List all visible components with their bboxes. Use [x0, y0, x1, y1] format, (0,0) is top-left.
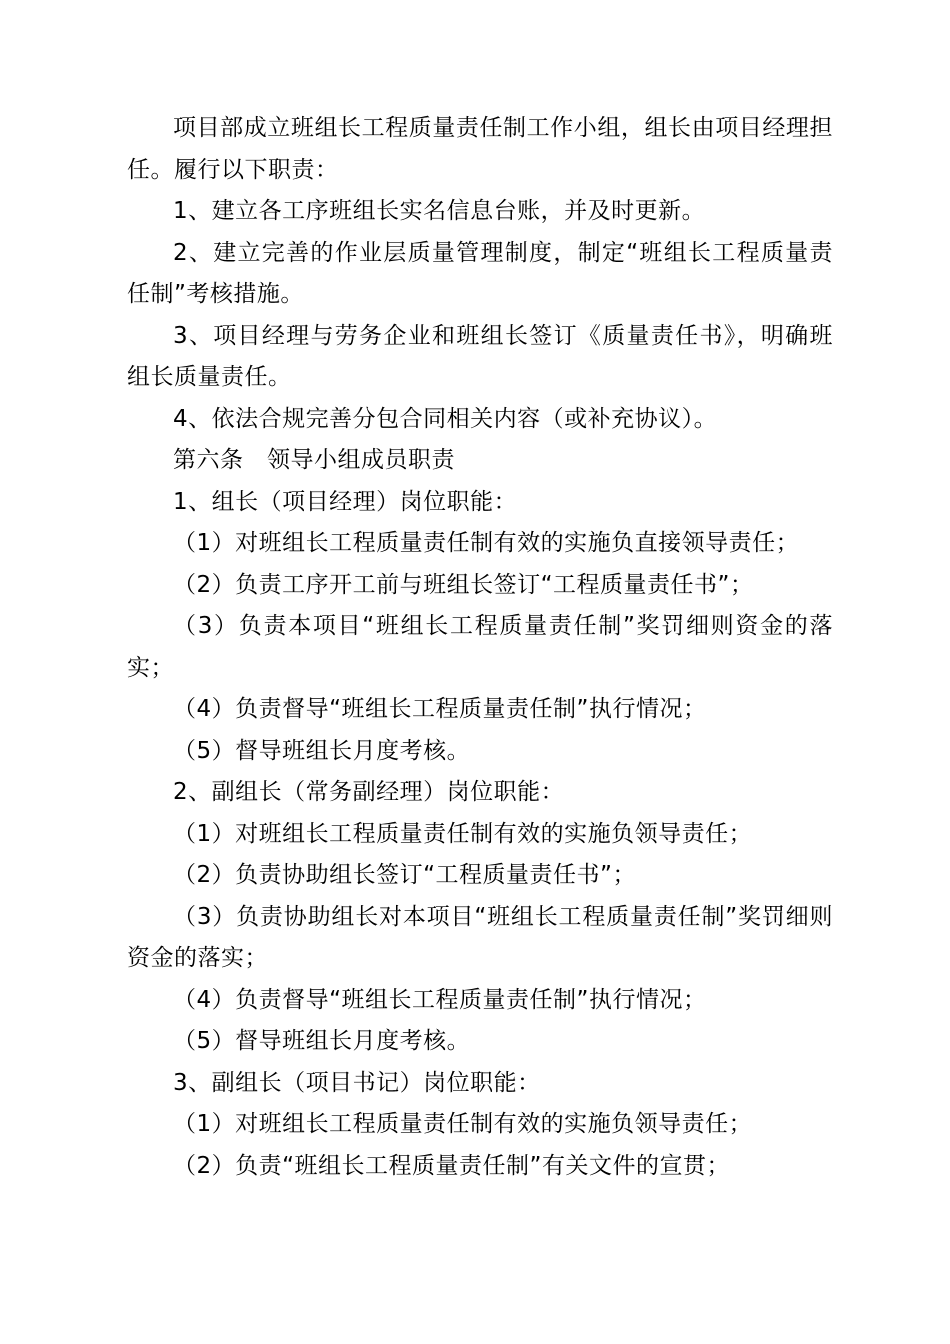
paragraph-duty-4: 4、依法合规完善分包合同相关内容（或补充协议）。	[173, 405, 718, 432]
deputy-manager-item-3: （3）负责协助组长对本项目“班组长工程质量责任制”奖罚细则资金的落实；	[127, 903, 833, 971]
deputy-manager-item-4: （4）负责督导“班组长工程质量责任制”执行情况；	[173, 986, 707, 1013]
paragraph-duty-3: 3、项目经理与劳务企业和班组长签订《质量责任书》，明确班组长质量责任。	[127, 322, 833, 390]
paragraph-duty-1: 1、建立各工序班组长实名信息台账，并及时更新。	[173, 198, 706, 224]
role-heading-deputy-manager: 2、副组长（常务副经理）岗位职能：	[173, 779, 565, 805]
leader-item-4: （4）负责督导“班组长工程质量责任制”执行情况；	[173, 696, 707, 722]
role-heading-deputy-secretary: 3、副组长（项目书记）岗位职能：	[173, 1069, 541, 1096]
document-body	[127, 108, 833, 1187]
paragraph-intro: 项目部成立班组长工程质量责任制工作小组，组长由项目经理担任。履行以下职责：	[127, 115, 833, 183]
section-heading-article-6: 第六条 领导小组成员职责	[173, 447, 455, 473]
leader-item-2: （2）负责工序开工前与班组长签订“工程质量责任书”；	[173, 571, 754, 598]
leader-item-1: （1）对班组长工程质量责任制有效的实施负直接领导责任；	[173, 530, 800, 556]
leader-item-3: （3）负责本项目“班组长工程质量责任制”奖罚细则资金的落实；	[127, 613, 833, 681]
role-heading-leader: 1、组长（项目经理）岗位职能：	[173, 488, 518, 515]
paragraph-duty-2: 2、建立完善的作业层质量管理制度，制定“班组长工程质量责任制”考核措施。	[127, 239, 833, 307]
deputy-secretary-item-1: （1）对班组长工程质量责任制有效的实施负领导责任；	[173, 1111, 753, 1137]
deputy-manager-item-1: （1）对班组长工程质量责任制有效的实施负领导责任；	[173, 820, 753, 847]
leader-item-5: （5）督导班组长月度考核。	[173, 737, 471, 764]
deputy-secretary-item-2: （2）负责“班组长工程质量责任制”有关文件的宣贯；	[173, 1152, 730, 1179]
deputy-manager-item-2: （2）负责协助组长签订“工程质量责任书”；	[173, 862, 636, 888]
deputy-manager-item-5: （5）督导班组长月度考核。	[173, 1028, 471, 1054]
